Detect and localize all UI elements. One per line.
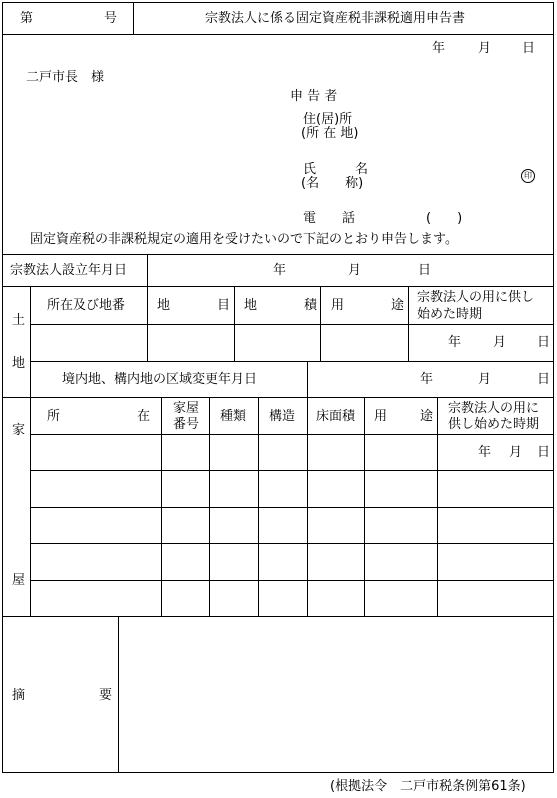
house-col-use-a: 用: [374, 409, 388, 424]
house-col-start-l1: 宗教法人の用に: [448, 401, 540, 416]
seal-icon: 印: [521, 169, 535, 183]
land-start-year: 年: [448, 335, 462, 350]
house-start-year: 年: [478, 445, 492, 460]
house-col-houseno-l1: 家屋: [173, 401, 200, 416]
house-col-location-a: 所: [47, 409, 61, 424]
establishment-label: 宗教法人設立年月日: [10, 263, 128, 278]
remarks-label-b: 要: [99, 688, 113, 703]
land-location-field[interactable]: [32, 326, 146, 360]
land-area-field[interactable]: [236, 326, 319, 360]
number-suffix: 号: [104, 11, 118, 26]
date-day-label: 日: [522, 41, 536, 56]
land-change-label: 境内地、構内地の区域変更年月日: [62, 372, 258, 387]
land-col-start-l1: 宗教法人の用に供し: [417, 290, 535, 305]
house-col-start-l2: 供し始めた時期: [448, 417, 540, 432]
house-col-floor: 床面積: [316, 409, 356, 424]
establishment-month-label: 月: [348, 263, 362, 278]
land-col-area-a: 地: [244, 298, 258, 313]
land-col-chimoku-a: 地: [157, 298, 171, 313]
land-change-date-field[interactable]: [309, 363, 552, 396]
address-sub-label: (所 在 地): [301, 126, 359, 141]
remarks-label-a: 摘: [12, 688, 26, 703]
number-prefix: 第: [20, 11, 34, 26]
house-start-month: 月: [509, 445, 523, 460]
land-col-location: 所在及び地番: [47, 298, 126, 313]
land-start-day: 日: [537, 335, 551, 350]
house-col-location-b: 在: [137, 409, 151, 424]
document-number-field[interactable]: [60, 6, 100, 30]
phone-parens: ( ): [426, 211, 463, 226]
establishment-day-label: 日: [418, 263, 432, 278]
name-label: 氏 名: [303, 162, 369, 177]
house-col-houseno-l2: 番号: [173, 417, 200, 432]
house-row[interactable]: [32, 509, 552, 542]
land-side-label-2: 地: [12, 356, 26, 371]
land-col-use-a: 用: [331, 298, 345, 313]
establishment-date-field[interactable]: [150, 257, 550, 284]
land-side-label-1: 土: [12, 313, 26, 328]
land-chimoku-field[interactable]: [149, 326, 233, 360]
house-side-label-1: 家: [12, 423, 26, 438]
house-side-label-2: 屋: [12, 573, 26, 588]
legal-basis-footer: (根拠法令 二戸市税条例第61条): [330, 779, 526, 794]
land-col-chimoku-b: 目: [217, 298, 231, 313]
house-col-kind: 種類: [220, 409, 247, 424]
applicant-label: 申 告 者: [290, 89, 338, 104]
remarks-field[interactable]: [120, 618, 552, 771]
house-row[interactable]: [32, 582, 552, 615]
address-label: 住(居)所: [303, 112, 353, 127]
date-year-label: 年: [432, 41, 446, 56]
establishment-year-label: 年: [273, 263, 287, 278]
house-row[interactable]: [32, 472, 552, 506]
name-sub-label: (名 称): [301, 176, 364, 191]
land-col-use-b: 途: [391, 298, 405, 313]
land-col-start-l2: 始めた時期: [417, 307, 483, 322]
date-month-label: 月: [478, 41, 492, 56]
land-use-field[interactable]: [322, 326, 407, 360]
land-change-day: 日: [537, 372, 551, 387]
land-change-month: 月: [478, 372, 492, 387]
land-start-month: 月: [493, 335, 507, 350]
house-col-use-b: 途: [420, 409, 434, 424]
address-field[interactable]: [385, 110, 545, 140]
house-start-day: 日: [537, 445, 551, 460]
house-row[interactable]: [32, 436, 436, 469]
form-title: 宗教法人に係る固定資産税非課税適用申告書: [205, 11, 466, 26]
land-change-year: 年: [420, 372, 434, 387]
house-row[interactable]: [32, 545, 552, 579]
declaration-statement: 固定資産税の非課税規定の適用を受けたいので下記のとおり申告します。: [30, 232, 458, 247]
land-col-area-b: 積: [304, 298, 318, 313]
phone-field[interactable]: [385, 208, 505, 228]
addressee: 二戸市長 様: [26, 70, 105, 85]
phone-label: 電 話: [303, 211, 356, 226]
house-col-structure: 構造: [269, 409, 296, 424]
name-field[interactable]: [385, 160, 515, 190]
